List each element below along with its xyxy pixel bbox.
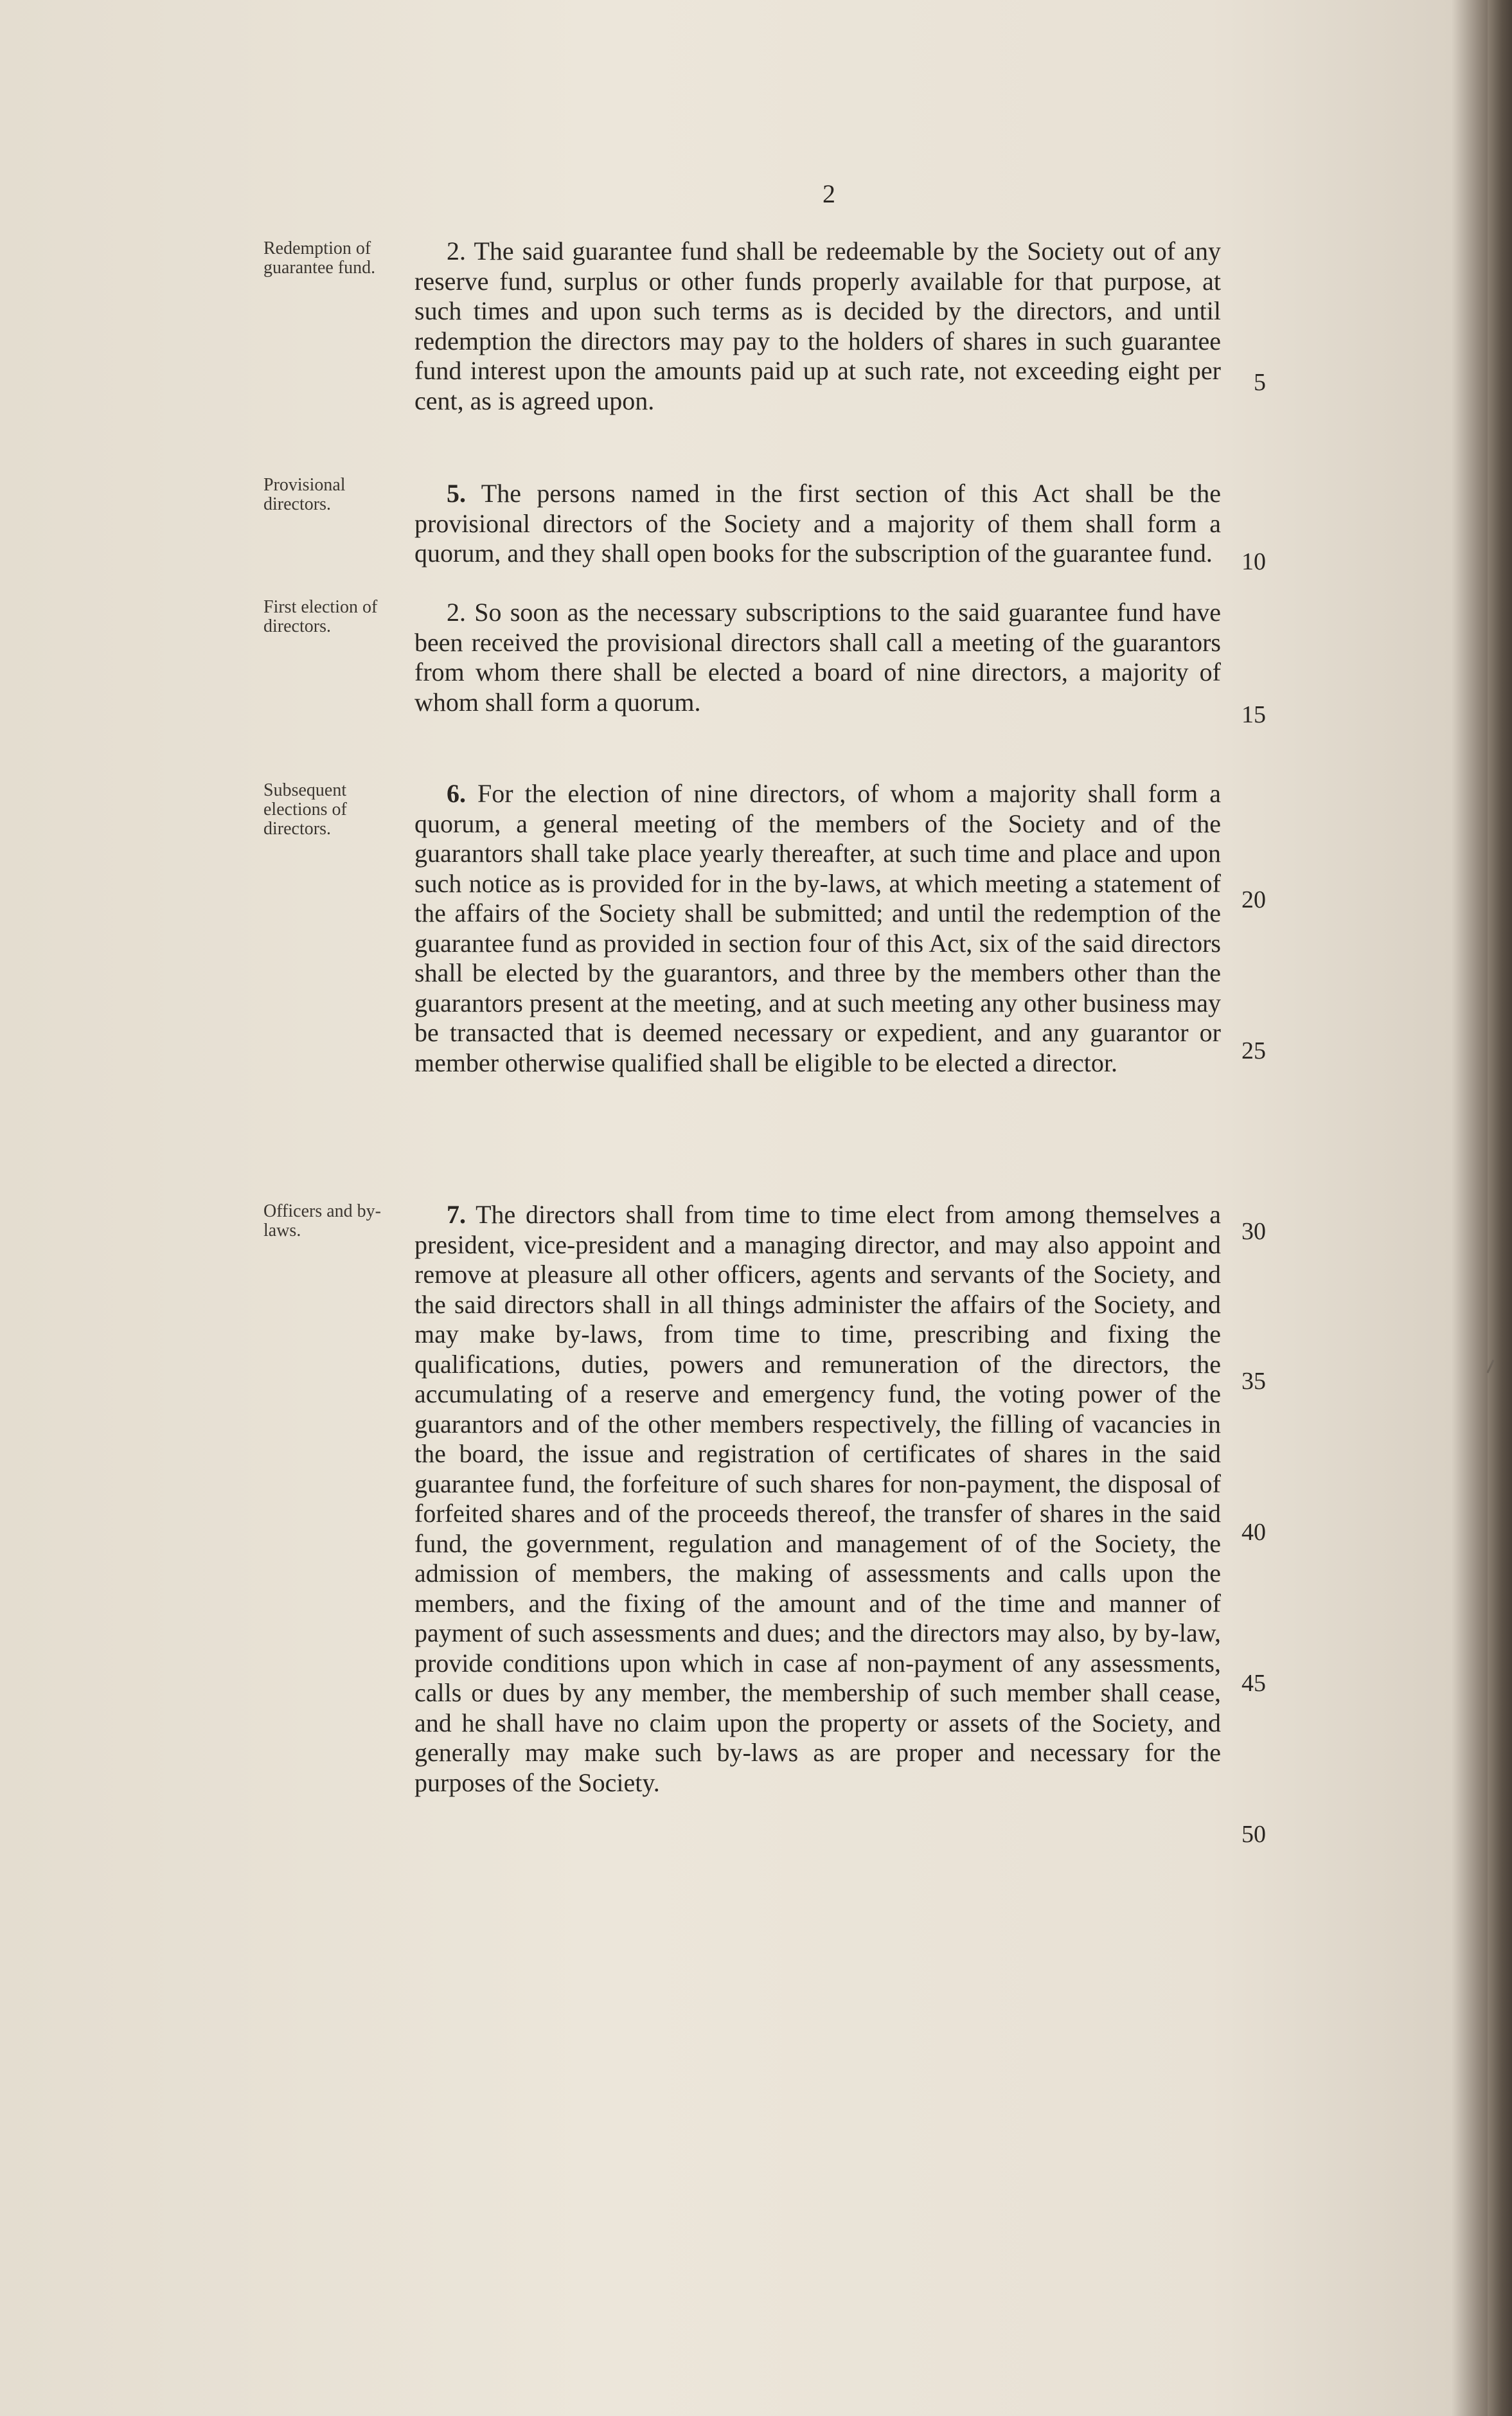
line-number: 45: [1241, 1670, 1266, 1697]
line-number: 30: [1241, 1218, 1266, 1245]
line-number: 10: [1241, 548, 1266, 575]
line-number: 40: [1241, 1519, 1266, 1546]
line-number: 35: [1241, 1368, 1266, 1395]
line-number: 15: [1241, 701, 1266, 728]
paragraph-section-6: [414, 779, 1221, 1078]
paragraph-section-7: [414, 1200, 1221, 1798]
paragraph-text: The directors shall from time to time elect from among themselves a president, vice-president and a managing director, and may also appoint and remove at pleasure all other officers, agents and servants of the Society, and the said directors shall in all things administer the affairs of the Society, and may make by-laws, from time to time, prescribing and fixing the qualifications, duties, powers and remuneration of the directors, the accumulating of a reserve and emergency fund, the voting power of the guarantors and of the other members respectively, the filling of vacancies in the board, the issue and registration of certificates of shares in the said guarantee fund, the forfeiture of such shares for non-payment, the disposal of forfeited shares and of the proceeds thereof, the transfer of shares in the said fund, the government, regulation and management of of the Society, the admission of members, the making of assessments and calls upon the members, and the fixing of the amount and of the time and manner of payment of such assessments and dues; and the directors may also, by by-law, provide conditions upon which in case af non-payment of any assessments, calls or dues by any member, the membership of such member shall cease, and he shall have no claim upon the property or assets of the Society, and generally may make such by-laws as are proper and necessary for the purposes of the Society.: [414, 1200, 1221, 1797]
margin-note-subsequent-elections: Subsequent elections of directors.: [263, 780, 347, 839]
page-number: 2: [823, 179, 835, 208]
margin-note-first-election: First election of directors.: [263, 597, 378, 636]
paragraph-text: 2. The said guarantee fund shall be redeemable by the Society out of any reserve fund, surplus or other funds properly available for that purpose, at such times and upon such terms as is decided by the directors, and until redemption the directors may pay to the holders of shares in such guarantee fund interest upon the amounts paid up at such rate, not exceeding eight per cent, as is agreed upon.: [414, 237, 1221, 415]
paragraph-redemption: [414, 237, 1221, 416]
paragraph-section-5: [414, 479, 1221, 569]
line-number: 25: [1241, 1037, 1266, 1064]
paragraph-text: The persons named in the first section of this Act shall be the provisional directors of the Society and a majority of them shall form a quorum, and they shall open books for the subscription of the guarantee fund.: [414, 479, 1222, 568]
section-number: 5.: [447, 479, 466, 508]
line-number: 5: [1254, 369, 1266, 396]
margin-note-officers-bylaws: Officers and by-laws.: [263, 1201, 381, 1240]
paragraph-text: For the election of nine directors, of whom a majority shall form a quorum, a general meeting of the members of the Society and of the guarantors shall take place yearly thereafter, at such time and place and upon such notice as is provided for in the by-laws, at which meeting a statement of the affairs of the Society shall be submitted; and until the redemption of the guarantee fund as provided in section four of this Act, six of the said directors shall be elected by the guarantors, and three by the members other than the guarantors present at the meeting, and at such meeting any other business may be transacted that is deemed necessary or expedient, and any guarantor or member otherwise qualified shall be eligible to be elected a director.: [414, 779, 1221, 1077]
section-number: 6.: [447, 779, 466, 808]
margin-note-redemption: Redemption of guarantee fund.: [263, 238, 376, 278]
line-number: 20: [1241, 886, 1266, 913]
paragraph-text: 2. So soon as the necessary subscriptions to the said guarantee fund have been received the provisional directors shall call a meeting of the guarantors from whom there shall be elected a board of nine directors, a majority of whom shall form a quorum.: [414, 598, 1221, 717]
paragraph-first-election: [414, 598, 1221, 717]
line-number: 50: [1241, 1821, 1266, 1848]
page-edge-shadow: [1488, 0, 1512, 2416]
section-number: 7.: [447, 1200, 466, 1229]
margin-note-provisional-directors: Provisional directors.: [263, 475, 346, 514]
